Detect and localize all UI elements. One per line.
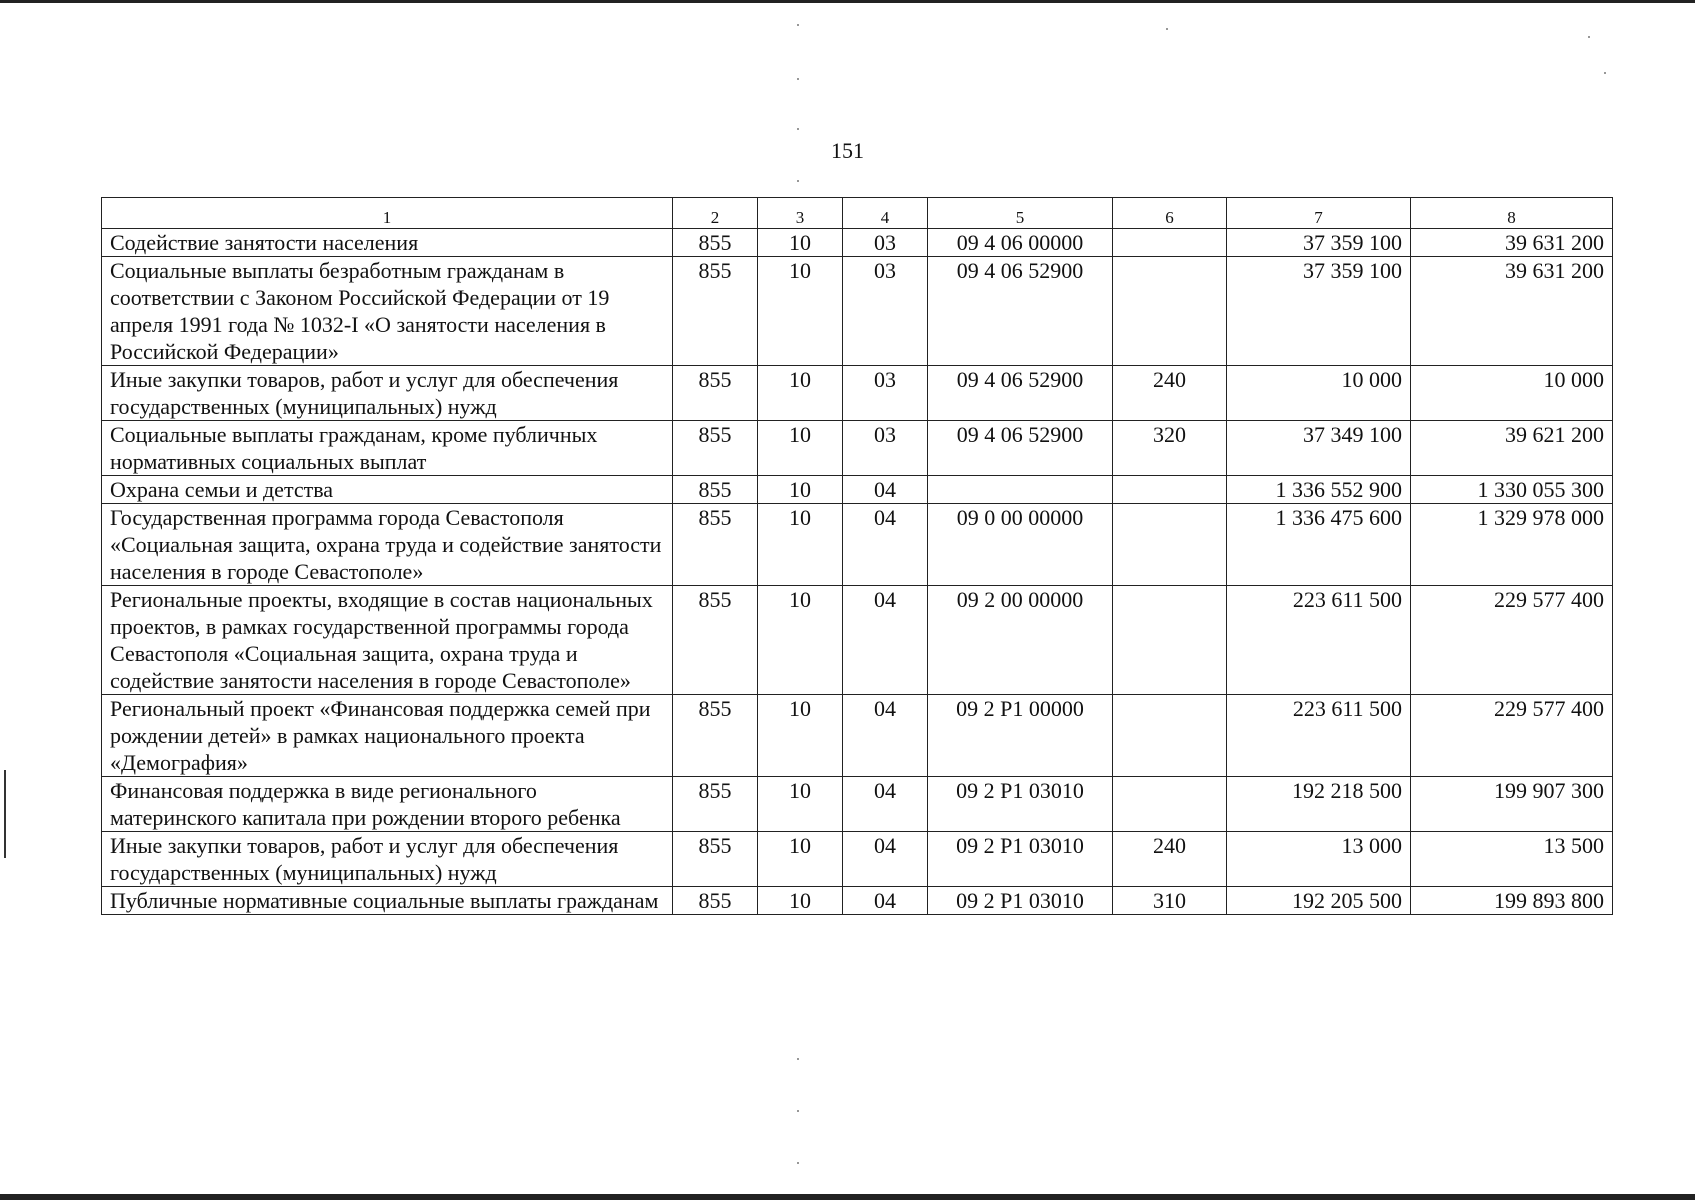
cell-amount-year1: 37 359 100 [1227, 257, 1411, 366]
cell-amount-year2: 229 577 400 [1411, 586, 1613, 695]
scan-speck [1166, 28, 1168, 30]
cell-section: 10 [758, 887, 843, 915]
cell-amount-year2: 1 329 978 000 [1411, 504, 1613, 586]
column-header: 7 [1227, 198, 1411, 229]
scan-speck [797, 1058, 799, 1060]
cell-section: 10 [758, 777, 843, 832]
cell-section: 10 [758, 257, 843, 366]
column-header: 1 [102, 198, 673, 229]
cell-name: Региональные проекты, входящие в состав национальных проектов, в рамках государственной программы города Севастополя «Социальная защита, охрана труда и содействие занятости населения в городе Севастополе» [102, 586, 673, 695]
table-header-row [102, 198, 1613, 229]
cell-ministry-code: 855 [673, 366, 758, 421]
cell-amount-year2: 199 893 800 [1411, 887, 1613, 915]
cell-amount-year1: 13 000 [1227, 832, 1411, 887]
scan-speck [1588, 36, 1590, 38]
cell-target-article: 09 2 P1 03010 [928, 832, 1113, 887]
column-header: 6 [1113, 198, 1227, 229]
cell-expense-type [1113, 586, 1227, 695]
table-row [102, 586, 1613, 695]
table-row [102, 421, 1613, 476]
cell-target-article: 09 2 00 00000 [928, 586, 1113, 695]
cell-target-article: 09 2 P1 03010 [928, 887, 1113, 915]
cell-amount-year1: 1 336 552 900 [1227, 476, 1411, 504]
scan-edge-bottom [0, 1194, 1695, 1200]
cell-target-article: 09 2 P1 00000 [928, 695, 1113, 777]
cell-name: Финансовая поддержка в виде регионального материнского капитала при рождении второго ребенка [102, 777, 673, 832]
cell-subsection: 03 [843, 229, 928, 257]
cell-amount-year1: 1 336 475 600 [1227, 504, 1411, 586]
cell-name: Охрана семьи и детства [102, 476, 673, 504]
cell-ministry-code: 855 [673, 421, 758, 476]
cell-subsection: 04 [843, 777, 928, 832]
cell-amount-year1: 192 205 500 [1227, 887, 1411, 915]
cell-amount-year2: 10 000 [1411, 366, 1613, 421]
cell-target-article: 09 0 00 00000 [928, 504, 1113, 586]
scan-edge-top [0, 0, 1695, 3]
scan-speck [797, 128, 799, 130]
cell-name: Иные закупки товаров, работ и услуг для обеспечения государственных (муниципальных) нужд [102, 366, 673, 421]
cell-expense-type [1113, 777, 1227, 832]
cell-amount-year1: 37 359 100 [1227, 229, 1411, 257]
cell-section: 10 [758, 586, 843, 695]
table-row [102, 504, 1613, 586]
cell-section: 10 [758, 421, 843, 476]
scan-speck [797, 1110, 799, 1112]
cell-amount-year2: 229 577 400 [1411, 695, 1613, 777]
cell-ministry-code: 855 [673, 832, 758, 887]
cell-name: Иные закупки товаров, работ и услуг для обеспечения государственных (муниципальных) нужд [102, 832, 673, 887]
cell-target-article: 09 4 06 52900 [928, 366, 1113, 421]
cell-target-article: 09 4 06 52900 [928, 257, 1113, 366]
cell-subsection: 04 [843, 887, 928, 915]
scan-edge-mark-left [4, 770, 6, 858]
table-row [102, 476, 1613, 504]
cell-expense-type [1113, 257, 1227, 366]
scan-speck [797, 1162, 799, 1164]
cell-amount-year2: 39 631 200 [1411, 257, 1613, 366]
cell-ministry-code: 855 [673, 887, 758, 915]
scan-speck [1604, 72, 1606, 74]
cell-ministry-code: 855 [673, 476, 758, 504]
cell-target-article: 09 4 06 52900 [928, 421, 1113, 476]
cell-name: Содействие занятости населения [102, 229, 673, 257]
cell-name: Региональный проект «Финансовая поддержка семей при рождении детей» в рамках национального проекта «Демография» [102, 695, 673, 777]
cell-expense-type: 310 [1113, 887, 1227, 915]
cell-ministry-code: 855 [673, 586, 758, 695]
cell-expense-type [1113, 476, 1227, 504]
cell-name: Публичные нормативные социальные выплаты гражданам [102, 887, 673, 915]
cell-expense-type [1113, 695, 1227, 777]
cell-subsection: 03 [843, 421, 928, 476]
cell-name: Социальные выплаты безработным гражданам в соответствии с Законом Российской Федерации от 19 апреля 1991 года № 1032-I «О занятости населения в Российской Федерации» [102, 257, 673, 366]
scan-speck [797, 24, 799, 26]
cell-subsection: 03 [843, 257, 928, 366]
cell-amount-year2: 39 621 200 [1411, 421, 1613, 476]
cell-ministry-code: 855 [673, 504, 758, 586]
cell-expense-type [1113, 504, 1227, 586]
cell-subsection: 04 [843, 832, 928, 887]
cell-ministry-code: 855 [673, 777, 758, 832]
cell-expense-type: 240 [1113, 366, 1227, 421]
table-row [102, 257, 1613, 366]
cell-expense-type [1113, 229, 1227, 257]
column-header: 8 [1411, 198, 1613, 229]
column-header: 4 [843, 198, 928, 229]
cell-ministry-code: 855 [673, 229, 758, 257]
scan-speck [797, 180, 799, 182]
column-header: 5 [928, 198, 1113, 229]
cell-amount-year1: 192 218 500 [1227, 777, 1411, 832]
cell-target-article [928, 476, 1113, 504]
cell-target-article: 09 2 P1 03010 [928, 777, 1113, 832]
column-header: 3 [758, 198, 843, 229]
cell-amount-year1: 37 349 100 [1227, 421, 1411, 476]
cell-subsection: 04 [843, 504, 928, 586]
table-row [102, 366, 1613, 421]
cell-section: 10 [758, 229, 843, 257]
table-row [102, 777, 1613, 832]
scan-speck [797, 78, 799, 80]
cell-amount-year2: 13 500 [1411, 832, 1613, 887]
table-row [102, 887, 1613, 915]
cell-name: Социальные выплаты гражданам, кроме публичных нормативных социальных выплат [102, 421, 673, 476]
cell-name: Государственная программа города Севастополя «Социальная защита, охрана труда и содействие занятости населения в городе Севастополе» [102, 504, 673, 586]
cell-target-article: 09 4 06 00000 [928, 229, 1113, 257]
column-header: 2 [673, 198, 758, 229]
cell-amount-year2: 1 330 055 300 [1411, 476, 1613, 504]
cell-section: 10 [758, 832, 843, 887]
table-row [102, 832, 1613, 887]
cell-ministry-code: 855 [673, 257, 758, 366]
cell-amount-year2: 39 631 200 [1411, 229, 1613, 257]
cell-section: 10 [758, 695, 843, 777]
cell-expense-type: 240 [1113, 832, 1227, 887]
cell-section: 10 [758, 504, 843, 586]
table-row [102, 229, 1613, 257]
cell-ministry-code: 855 [673, 695, 758, 777]
cell-section: 10 [758, 476, 843, 504]
cell-amount-year1: 223 611 500 [1227, 586, 1411, 695]
table-row [102, 695, 1613, 777]
cell-section: 10 [758, 366, 843, 421]
cell-subsection: 04 [843, 476, 928, 504]
page-number: 151 [831, 138, 864, 163]
cell-subsection: 03 [843, 366, 928, 421]
cell-amount-year2: 199 907 300 [1411, 777, 1613, 832]
budget-table [101, 197, 1613, 915]
cell-subsection: 04 [843, 586, 928, 695]
cell-subsection: 04 [843, 695, 928, 777]
cell-amount-year1: 10 000 [1227, 366, 1411, 421]
cell-amount-year1: 223 611 500 [1227, 695, 1411, 777]
cell-expense-type: 320 [1113, 421, 1227, 476]
